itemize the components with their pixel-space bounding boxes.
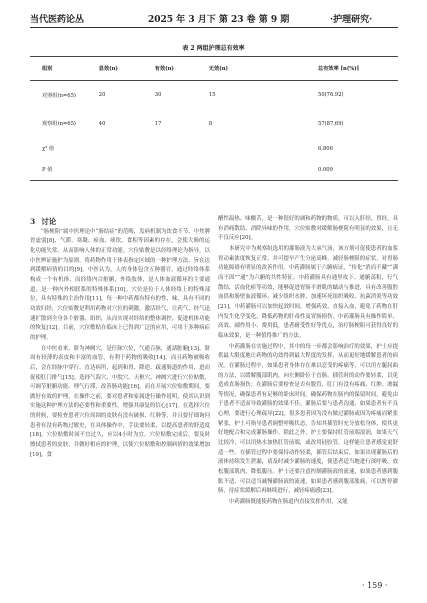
column-header-group: 组别 (42, 66, 53, 72)
section-title: 讨论 (41, 217, 57, 226)
table-cell: 17 (154, 120, 162, 127)
column-header-ineffective: 无效(n) (208, 66, 228, 72)
section-label: ·护理研究· (330, 15, 373, 25)
table-cell-spacer (265, 160, 318, 181)
table-cell: 0.009 (318, 166, 333, 173)
efficacy-table (30, 56, 398, 181)
table-cell: 15 (208, 92, 216, 99)
table-cell (99, 160, 155, 181)
table-cell-group: 观察组(n=65) (42, 121, 76, 127)
table-cell: 20 (98, 92, 106, 99)
table-cell (209, 138, 265, 160)
table-cell: 8 (208, 120, 213, 127)
table-cell-spacer (265, 138, 318, 160)
column-header-effective: 有效(n) (154, 66, 174, 72)
right-column (218, 215, 398, 509)
running-header (30, 12, 398, 28)
table-cell: 30 (154, 92, 162, 99)
table-cell-stat-label: χ² 值 (42, 146, 55, 152)
table-header-row (30, 57, 398, 81)
table-cell-spacer (265, 81, 318, 110)
section-heading (30, 217, 210, 227)
paragraph: 本研究中为观察组选用的灌肠液为大承气汤，该方剂可促使患者的血浆胃动素浓度恢复正常，并可提早产生分泌高峰，减轻肠梗阻的症状，对胃肠功能障碍有明显的改善作用。中药灌肠属于六腑病证，“传化”消而不藏”“满而不固”“通”为六腑的共性特征。中药灌肠具有通里攻下、通腑荡积、行气散结、活血化瘀等功效，能够促进胃肠平滑肌的蠕动与推进，具有改善腹腔血供和肠壁血液循环、减少组织水肿、加速坏死组织吸收、抗菌消炎等功效[21]。中药灌肠可以加快起效时间，增强药效，直接入血，避免了药物在肝内发生化学变化，降低药物的肝毒性及胃肠损伤。中药灌肠具有操作简单、高效、副作用小、费用低，患者耐受性好等优点，治疗肠梗阻可获得良好的临床效果，是一种值得推广的方法。 (218, 245, 398, 339)
table-cell-spacer (265, 110, 318, 138)
table-cell: 50(76.92) (318, 92, 344, 99)
journal-name: 当代医药论丛 (30, 15, 85, 25)
table-cell (99, 138, 155, 160)
table-row-control (30, 81, 398, 110)
table-cell (155, 160, 209, 181)
table-row-chi-square (30, 138, 398, 160)
paragraph-continued: 醋性温热、味酸苦，是一种很好的调和药物的物质，可以入肝经、胃经，具有消痈散结、消除异味的作用，穴位贴敷对缓解肠梗阻有明显的效果，且无不良反应[20]。 (218, 216, 398, 242)
table-cell-stat-label: P 值 (42, 167, 53, 174)
column-header-spacer (265, 57, 318, 81)
section-number: 3 (30, 217, 36, 226)
issue-info: 2025 年 3 月下 第 23 卷 第 9 期 (148, 15, 290, 25)
header-rule (30, 27, 398, 28)
table-cell: 57(87.69) (318, 120, 344, 127)
table-cell-group: 对照组(n=65) (42, 92, 76, 99)
table-title: 表 2 两组护理总有效率 (182, 45, 245, 52)
table-cell: 6.806 (318, 145, 333, 152)
paragraph: 中药灌肠既能使药物在肠道内直接发挥作用，又能 (229, 499, 348, 506)
table-row-p-value (30, 160, 398, 181)
column-header-total-rate: 总有效率 [n(%)] (318, 66, 360, 72)
paragraph: 在中医看来，脐为神阙穴，是任脉穴位，气通百脉，通諸脏腑[13]，脐周有较薄的表皮和丰富的血管，有利于药物的吸收[14]。而且药物被吸收后，会在经脉中穿行，直达病所，起到和胃、降逆、疏通肠道的作用，进而促使肛门排气[15]。选择气海穴、中脘穴、天枢穴、神阙穴进行穴位贴敷，可调节脏腑功能、理气行滞，改善肠功能[16]。而在开展穴位贴敷期间，要做好有效的护理，在操作之前，要对患者和家属进行操作说明，使其认识到实施这种护理方法的必要性和重要性，增强其康复的信心[17]。在选择穴位的时候，要检查患者穴位周围的皮肤有没有破损、红肿等，并且要仔细询问患者有没有药物过敏史，在具体操作中，手法要轻柔，以提高患者的舒适度[18]。穴位贴敷时间不宜过久，应以4小时为宜。穴位贴敷完成后，要及时擦拭患者的皮肤，并做好相应的护理，以使穴位贴敷和控制病情的效果增加[19]。食 (30, 345, 210, 458)
column-header-marked-effect: 显效(n) (98, 66, 118, 72)
paragraph: 中药灌肠在实施过程中，其中的每一步都会影响治疗的效果，护士应提供最大限度地让药物的功效得到最大程度的发挥，从而更好地缓解患者的病况。在灌肠过程中，如果患者身体存在难以忍受的疼痛等，可以用左腿屈曲的方法，以缓解腹部肌肉，向左侧卧位于直肠。插管时的动作要轻柔，以免造成直肠损伤；在灌肠后要检查是否有脱管，肛门有没有疼痛、红肿、渗漏等情况，确保患者有足够的卧床时间，确保药物在肠内的保留时间，避免由于患者不适而导致灌肠的效果不佳。灌肠后要与患者沟通，如果患者有不良心理，要进行心理疏导[22]。很多患者因为没有做过灌肠或因为疼痛而紧张紧张，护士可指导患者调整呼吸状态，告知其插管时充分放松身体，使其更好地配合和完成灌肠操作。除此之外，护士要保持肛管前端湿润，如果天气比较冷，可以用热水加热肛管前端，或改用硅胶管，这样能让患者感觉更舒适一些。在插管过程中要保持动作轻柔，插管后结束后，如果出现灌肠后的液体持续发生泄漏，请及时减少灌肠的速度，使患者适当地进行深呼吸，放松腹部肌肉，降低腹压。护士还要注意控制灌肠液的流速，如果患者感到腹胀不适，可以适当减慢灌肠液的流速，如果患者感到腹部胀痛，可以暂停灌肠，待症状缓解后再继续进行，减轻疼痛感[23]。 (218, 343, 398, 495)
table-cell (155, 138, 209, 160)
table-row-observation (30, 110, 398, 138)
table-cell (209, 160, 265, 181)
page-number: · 159 · (362, 581, 388, 590)
table-cell: 40 (98, 120, 106, 127)
left-column (30, 217, 210, 461)
paragraph: “肠梗阻”属中医理论中“肠结症”的范畴，发病机制为饮食不节、中焦脾胃虚弱[8]、气滞、寒凝、瘀血、痰饮、食积等因素的存在，会使大肠的运化功能失常，从而影响人体的正常功能。穴位贴敷是以经络理论为指导，以中医辨证施护为原则，将药物作用于体表指定区域的一种护理方法。旨在达到缓解病情的目的[9]。中医认为，人的身体包含五种器官，通过经络体系构成一个有机体，而经络内合脏腑，外络肢体，是人体血液循环的主要通道，是一种内外相联系的特殊体系[10]。穴位是位于人体经络上的特殊部位，具有特殊的主治作用[11]。每一种中药都有特有的性、味，具有不同的功效归经，穴位贴敷是利用药物对穴位的刺激，激活经气，让药气、经气迅速扩散到全身各个脏器、组织，从而实现对经络的整体调控，促进机体功能的恢复[12]。目前，穴位敷贴在临床上已得到广泛的应用，可用于多种病症的护理。 (30, 228, 210, 341)
